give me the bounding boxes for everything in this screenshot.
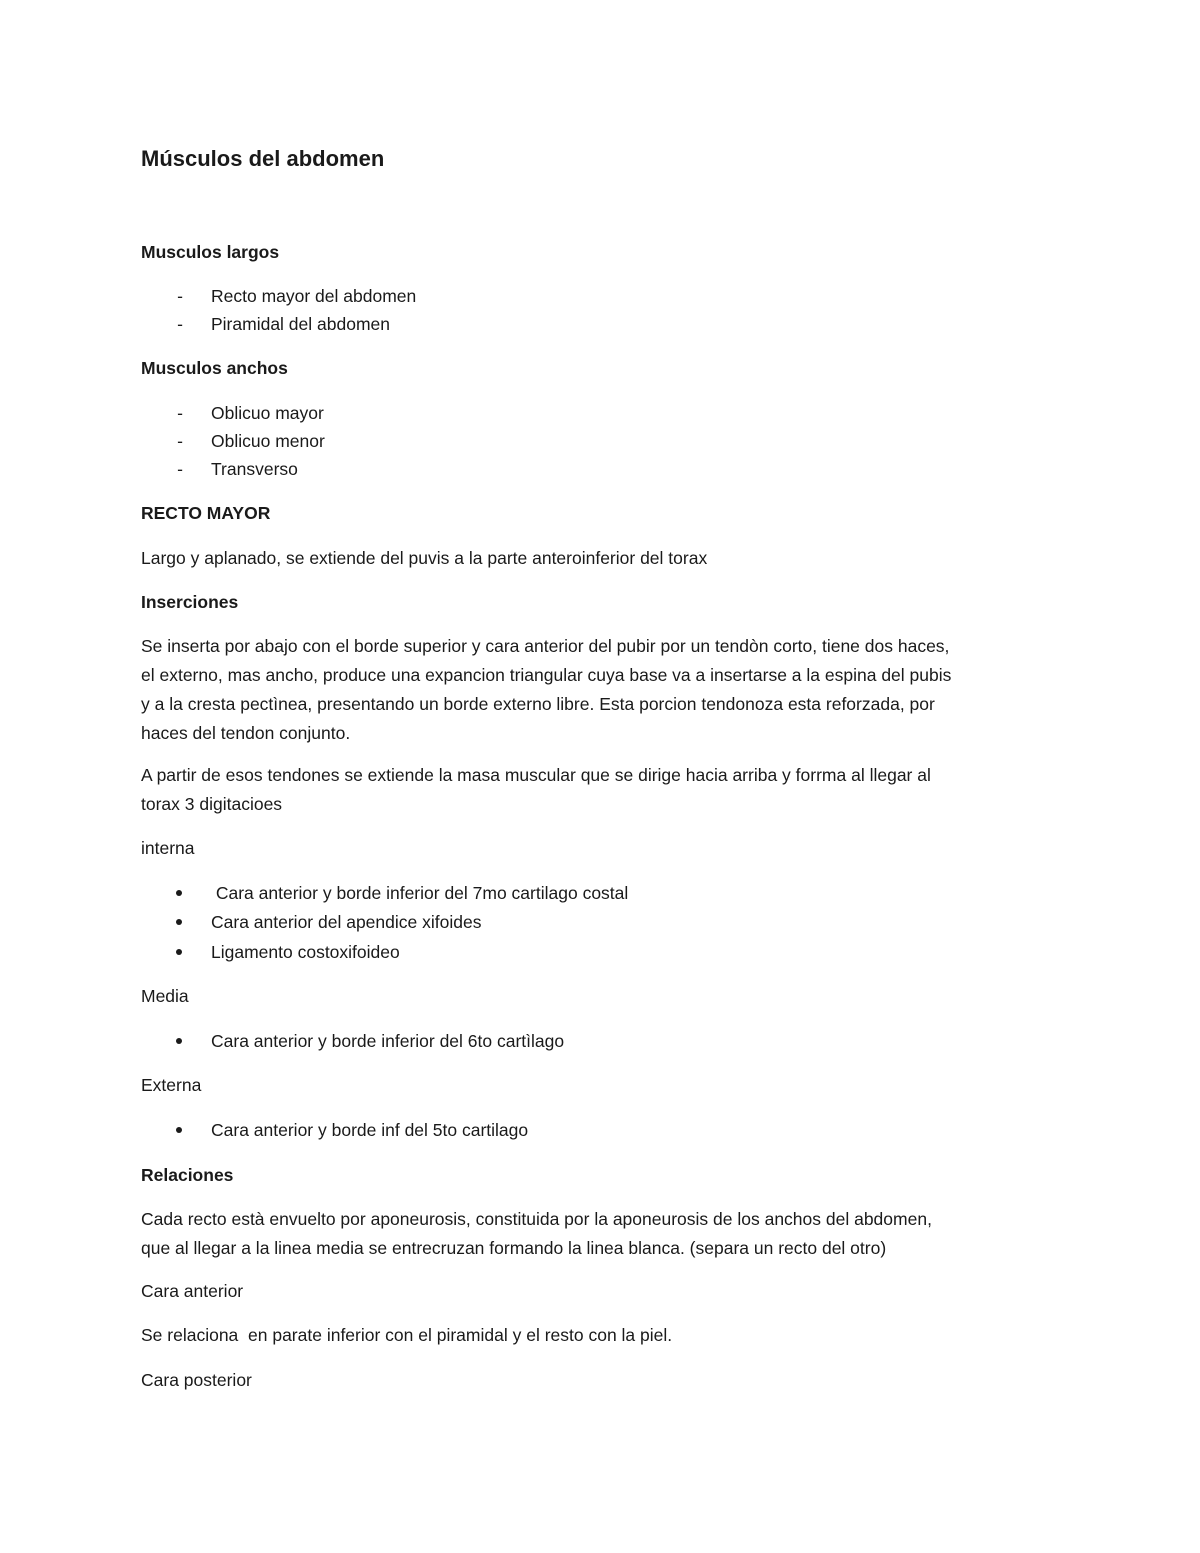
list-item-text: Piramidal del abdomen [211,314,390,334]
dash-marker: - [177,459,183,479]
relaciones-paragraph [141,1205,1066,1263]
list-item-text: Transverso [211,459,298,479]
paragraph-line: que al llegar a la linea media se entrecruzan formando la linea blanca. (separa un recto del otro) [141,1238,887,1258]
bullet-icon [176,949,182,955]
heading-relaciones: Relaciones [141,1165,234,1185]
paragraph-line: Cada recto està envuelto por aponeurosis, constituida por la aponeurosis de los anchos del abdomen, [141,1209,932,1229]
dash-marker: - [177,403,183,423]
list-item-text: Cara anterior y borde inferior del 6to cartìlago [211,1031,565,1051]
heading-musculos-largos: Musculos largos [141,242,280,262]
paragraph-line: A partir de esos tendones se extiende la masa muscular que se dirige hacia arriba y forrma al llegar al [141,765,931,785]
list-item-text: Oblicuo mayor [211,403,324,423]
paragraph-line: y a la cresta pectìnea, presentando un borde externo libre. Esta porcion tendonoza esta reforzada, por [141,694,935,714]
dash-marker: - [177,314,183,334]
bullet-icon [176,1038,182,1044]
dash-marker: - [177,286,183,306]
bullet-icon [176,919,182,925]
label-media: Media [141,986,189,1006]
list-item-text: Cara anterior y borde inf del 5to cartilago [211,1120,529,1140]
heading-musculos-anchos: Musculos anchos [141,358,288,378]
list-item-text: Ligamento costoxifoideo [211,942,400,962]
label-externa: Externa [141,1075,202,1095]
recto-description: Largo y aplanado, se extiende del puvis a la parte anteroinferior del torax [141,548,708,568]
label-cara-anterior: Cara anterior [141,1281,244,1301]
heading-inserciones: Inserciones [141,592,239,612]
heading-recto-mayor: RECTO MAYOR [141,503,271,523]
inserciones-paragraph [141,632,1066,748]
list-item-text: Cara anterior del apendice xifoides [211,912,482,932]
list-item-text: Oblicuo menor [211,431,325,451]
bullet-icon [176,1127,182,1133]
paragraph-line: Se inserta por abajo con el borde superior y cara anterior del pubir por un tendòn corto, tiene dos haces, [141,636,950,656]
list-item-text: Cara anterior y borde inferior del 7mo cartilago costal [211,883,629,903]
paragraph-line: haces del tendon conjunto. [141,723,351,743]
label-interna: interna [141,838,195,858]
paragraph-line: el externo, mas ancho, produce una expancion triangular cuya base va a insertarse a la espina del pubis [141,665,952,685]
dash-marker: - [177,431,183,451]
bullet-icon [176,890,182,896]
page-title: Músculos del abdomen [141,146,385,171]
cara-anterior-text: Se relaciona en parate inferior con el piramidal y el resto con la piel. [141,1325,673,1345]
paragraph-line: torax 3 digitacioes [141,794,283,814]
label-cara-posterior: Cara posterior [141,1370,252,1390]
list-item-text: Recto mayor del abdomen [211,286,417,306]
masa-muscular-paragraph [141,761,1066,819]
